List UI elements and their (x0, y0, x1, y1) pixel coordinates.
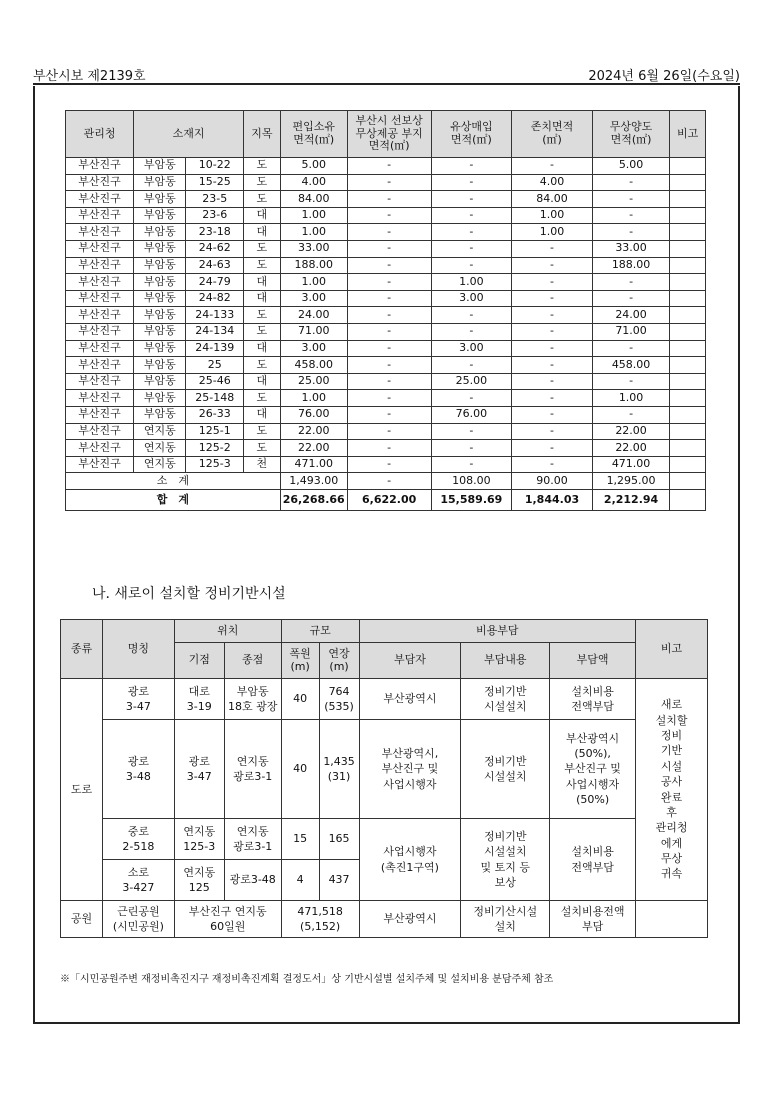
table-cell: 24-133 (186, 307, 244, 324)
table-row (66, 456, 706, 473)
table-cell: - (592, 406, 670, 423)
table-cell: 24-62 (186, 240, 244, 257)
table-cell (670, 240, 706, 257)
table-cell: 1.00 (280, 207, 347, 224)
col-header: 명칭 (102, 620, 174, 679)
col-header: 소재지 (134, 111, 244, 158)
col-header: 유상매입 면적(㎡) (431, 111, 512, 158)
table-cell: 부산진구 (66, 406, 134, 423)
table-cell: 설치비용전액 부담 (550, 901, 636, 938)
table-cell: - (347, 456, 431, 473)
table-cell: - (347, 224, 431, 241)
col-header: 기점 (174, 643, 224, 679)
table-cell: 23-18 (186, 224, 244, 241)
col-header: 부담자 (359, 643, 461, 679)
table-cell: - (347, 257, 431, 274)
col-header: 지목 (244, 111, 281, 158)
table-cell: 3.00 (431, 290, 512, 307)
table-cell: - (431, 174, 512, 191)
table-cell: - (592, 224, 670, 241)
table-cell: 부산진구 (66, 307, 134, 324)
table-cell: 33.00 (280, 240, 347, 257)
table-row (61, 679, 708, 720)
table-row (66, 373, 706, 390)
table-cell: - (592, 274, 670, 291)
table-cell: 광로 3-47 (174, 720, 224, 819)
table-cell: 부암동 (134, 323, 186, 340)
table-cell: - (347, 373, 431, 390)
table-cell: 25-46 (186, 373, 244, 390)
table-cell: 부산진구 (66, 373, 134, 390)
table-cell: 2,212.94 (592, 490, 670, 511)
table-cell: 대로 3-19 (174, 679, 224, 720)
table-cell: - (347, 357, 431, 374)
table-cell: 25-148 (186, 390, 244, 407)
table-cell: 458.00 (280, 357, 347, 374)
col-header: 부산시 선보상 무상제공 부지 면적(㎡) (347, 111, 431, 158)
table-cell: 도 (244, 191, 281, 208)
table-cell: - (512, 373, 593, 390)
table-cell (670, 340, 706, 357)
table-cell: - (347, 340, 431, 357)
table-cell: 24.00 (280, 307, 347, 324)
table-cell: 대 (244, 224, 281, 241)
table-cell: 부산진구 (66, 207, 134, 224)
table-cell: - (347, 423, 431, 440)
table-cell: - (512, 307, 593, 324)
table-row (66, 423, 706, 440)
col-header: 종류 (61, 620, 103, 679)
table-cell: 188.00 (592, 257, 670, 274)
table-cell: 26,268.66 (280, 490, 347, 511)
table-cell: 84.00 (512, 191, 593, 208)
col-header: 연장 (m) (319, 643, 359, 679)
table-cell (670, 158, 706, 175)
table-cell: 24-63 (186, 257, 244, 274)
table-cell: - (512, 357, 593, 374)
table-cell: 15,589.69 (431, 490, 512, 511)
table-cell: 연지동 (134, 423, 186, 440)
table-cell: 부암동 (134, 340, 186, 357)
table-cell: 광로3-48 (224, 860, 281, 901)
table-cell: 부산진구 (66, 340, 134, 357)
table-cell (670, 490, 706, 511)
table-cell: 부산진구 (66, 323, 134, 340)
table-cell: - (347, 207, 431, 224)
table-cell: 471,518 (5,152) (281, 901, 359, 938)
table-cell: 4.00 (512, 174, 593, 191)
col-header: 종점 (224, 643, 281, 679)
table-cell: 부암동 (134, 307, 186, 324)
table-cell: 천 (244, 456, 281, 473)
table-cell: 471.00 (280, 456, 347, 473)
table-cell: 76.00 (431, 406, 512, 423)
table-cell: - (347, 440, 431, 457)
table-cell (670, 274, 706, 291)
table-cell: 부산진구 (66, 440, 134, 457)
table-cell: - (512, 274, 593, 291)
table-cell: 1,435 (31) (319, 720, 359, 819)
footnote: ※「시민공원주변 재정비촉진지구 재정비촉진계획 결정도서」상 기반시설별 설치주체 및 설치비용 분담주체 참조 (60, 974, 554, 985)
table-row (61, 819, 708, 860)
table-row (61, 901, 708, 938)
table-cell: - (512, 257, 593, 274)
table-row (66, 307, 706, 324)
table-cell (670, 224, 706, 241)
col-header: 폭원 (m) (281, 643, 319, 679)
header-rule (33, 83, 740, 85)
table-cell: - (512, 390, 593, 407)
table-cell: 1.00 (592, 390, 670, 407)
col-header: 부담액 (550, 643, 636, 679)
table-cell: 부산진구 (66, 390, 134, 407)
table-cell: 도 (244, 307, 281, 324)
table-cell: 부산광역시, 부산진구 및 사업시행자 (359, 720, 461, 819)
table-cell: 1.00 (280, 390, 347, 407)
table-cell (670, 473, 706, 490)
table-cell: 부암동 (134, 224, 186, 241)
table-cell: 연지동 (134, 440, 186, 457)
kind-cell: 공원 (61, 901, 103, 938)
table-cell: 125-3 (186, 456, 244, 473)
col-header: 비용부담 (359, 620, 636, 643)
table-row (66, 158, 706, 175)
table-cell: 22.00 (592, 440, 670, 457)
table-cell (670, 191, 706, 208)
table-cell: 1.00 (431, 274, 512, 291)
table-cell: 부암동 (134, 373, 186, 390)
table-cell: - (431, 357, 512, 374)
table-cell: - (592, 290, 670, 307)
table-row (61, 720, 708, 819)
table-cell (670, 373, 706, 390)
table-cell (670, 257, 706, 274)
table-cell (670, 423, 706, 440)
table-cell: 22.00 (280, 423, 347, 440)
table-cell: 중로 2-518 (102, 819, 174, 860)
table-cell: 1,493.00 (280, 473, 347, 490)
total-label: 합 계 (66, 490, 281, 511)
table-cell: 대 (244, 290, 281, 307)
table-cell: 부산진구 (66, 290, 134, 307)
table-cell: - (347, 406, 431, 423)
table-cell: - (347, 274, 431, 291)
table-cell: 대 (244, 207, 281, 224)
table-cell: 부산진구 (66, 191, 134, 208)
table-cell: 471.00 (592, 456, 670, 473)
table-row (66, 340, 706, 357)
table-cell: 1.00 (280, 224, 347, 241)
table-cell: - (512, 323, 593, 340)
table-row (66, 174, 706, 191)
table-cell (670, 174, 706, 191)
table-header-row (61, 620, 708, 643)
table-cell: 125-2 (186, 440, 244, 457)
table-cell: 도 (244, 240, 281, 257)
table-cell: - (431, 240, 512, 257)
table-cell: 40 (281, 679, 319, 720)
table-cell: 도 (244, 323, 281, 340)
kind-cell: 도로 (61, 679, 103, 901)
table-cell: 사업시행자 (촉진1구역) (359, 819, 461, 901)
table-cell: - (592, 340, 670, 357)
table-cell: 24-139 (186, 340, 244, 357)
table-cell (670, 357, 706, 374)
table-cell: 22.00 (280, 440, 347, 457)
table-cell: - (431, 456, 512, 473)
table-cell (670, 406, 706, 423)
table-cell: - (347, 174, 431, 191)
table-cell: 25 (186, 357, 244, 374)
table-cell: - (512, 423, 593, 440)
table-cell: 부암동 (134, 406, 186, 423)
table-cell: 설치비용 전액부담 (550, 679, 636, 720)
table-cell: 10-22 (186, 158, 244, 175)
table-cell: 근린공원 (시민공원) (102, 901, 174, 938)
table-cell: 부암동 (134, 240, 186, 257)
table-cell: 도 (244, 174, 281, 191)
note-cell: 새로 설치할 정비 기반 시설 공사 완료 후 관리청 에게 무상 귀속 (636, 679, 708, 901)
table-cell: - (431, 191, 512, 208)
table-cell: 도 (244, 390, 281, 407)
section-title: 나. 새로이 설치할 정비기반시설 (92, 586, 286, 602)
table-cell: - (512, 456, 593, 473)
table-cell: 71.00 (280, 323, 347, 340)
table-cell: 설치비용 전액부담 (550, 819, 636, 901)
table-cell: 76.00 (280, 406, 347, 423)
table-cell: - (347, 323, 431, 340)
table-cell: - (592, 191, 670, 208)
table-cell: 3.00 (280, 290, 347, 307)
table-cell: 부산광역시 (359, 679, 461, 720)
table-cell: 5.00 (280, 158, 347, 175)
table-cell: - (347, 390, 431, 407)
table-cell: 정비기반 시설설치 (461, 679, 550, 720)
table-row (66, 406, 706, 423)
table-cell: - (431, 224, 512, 241)
table-row (66, 224, 706, 241)
table-cell: 부암동 (134, 174, 186, 191)
table-cell: 24.00 (592, 307, 670, 324)
table-cell: 1.00 (280, 274, 347, 291)
col-header: 위치 (174, 620, 281, 643)
table-cell: - (512, 240, 593, 257)
table-cell: 24-134 (186, 323, 244, 340)
table-cell: - (347, 158, 431, 175)
infrastructure-table (60, 619, 708, 938)
table-cell: 458.00 (592, 357, 670, 374)
table-cell: 부산진구 (66, 224, 134, 241)
table-cell: - (512, 440, 593, 457)
table-cell: 도 (244, 257, 281, 274)
table-cell: 연지동 (134, 456, 186, 473)
table-cell: 23-6 (186, 207, 244, 224)
table-cell: - (592, 207, 670, 224)
table-cell: 3.00 (431, 340, 512, 357)
table-cell: 4 (281, 860, 319, 901)
table-row (66, 323, 706, 340)
table-cell: 도 (244, 158, 281, 175)
table-cell: 15-25 (186, 174, 244, 191)
table-cell: - (431, 158, 512, 175)
table-cell: 부산광역시 (359, 901, 461, 938)
table-row (66, 240, 706, 257)
table-row (66, 257, 706, 274)
table-cell: 부산광역시 (50%), 부산진구 및 사업시행자 (50%) (550, 720, 636, 819)
table-cell: 연지동 125-3 (174, 819, 224, 860)
table-cell: 부산진구 (66, 158, 134, 175)
table-cell: - (347, 290, 431, 307)
table-cell: 15 (281, 819, 319, 860)
table-cell: 40 (281, 720, 319, 819)
table-cell: 188.00 (280, 257, 347, 274)
table-header-row (66, 111, 706, 158)
total-row (66, 490, 706, 511)
col-header: 편입소유 면적(㎡) (280, 111, 347, 158)
table-cell: 부산진구 (66, 174, 134, 191)
table-cell: - (347, 191, 431, 208)
table-cell: 부산진구 (66, 257, 134, 274)
table-cell: - (512, 158, 593, 175)
table-cell: 부암동 (134, 274, 186, 291)
table-cell (670, 207, 706, 224)
table-cell: 부암동 (134, 257, 186, 274)
table-cell: 정비기산시설 설치 (461, 901, 550, 938)
table-cell: - (431, 307, 512, 324)
table-cell: - (431, 257, 512, 274)
table-cell: 도 (244, 357, 281, 374)
table-cell: 1.00 (512, 207, 593, 224)
table-cell: 부암동 (134, 158, 186, 175)
table-cell (670, 307, 706, 324)
col-header: 비고 (636, 620, 708, 679)
table-cell: - (512, 406, 593, 423)
table-cell: 광로 3-48 (102, 720, 174, 819)
table-cell: 대 (244, 340, 281, 357)
table-row (66, 274, 706, 291)
table-cell: 25.00 (431, 373, 512, 390)
col-header: 존치면적 (㎡) (512, 111, 593, 158)
table-cell: 부산진구 (66, 274, 134, 291)
table-cell: - (431, 423, 512, 440)
table-cell: 부암동 (134, 207, 186, 224)
table-cell (636, 901, 708, 938)
col-header: 비고 (670, 111, 706, 158)
table-cell: 연지동 125 (174, 860, 224, 901)
table-cell: 1,844.03 (512, 490, 593, 511)
table-cell: 도 (244, 423, 281, 440)
table-cell: 125-1 (186, 423, 244, 440)
table-row (66, 357, 706, 374)
table-cell: 연지동 광로3-1 (224, 819, 281, 860)
table-cell: 25.00 (280, 373, 347, 390)
table-row (66, 207, 706, 224)
table-row (66, 390, 706, 407)
table-cell: 24-82 (186, 290, 244, 307)
table-cell: 부암동 (134, 290, 186, 307)
table-cell: 소로 3-427 (102, 860, 174, 901)
table-cell: 부산진구 (66, 456, 134, 473)
table-cell: 정비기반 시설설치 (461, 720, 550, 819)
table-cell: 22.00 (592, 423, 670, 440)
table-cell: 부암동 18호 광장 (224, 679, 281, 720)
table-row (66, 191, 706, 208)
table-row (66, 290, 706, 307)
table-cell: 1,295.00 (592, 473, 670, 490)
table-cell: 4.00 (280, 174, 347, 191)
table-cell: 5.00 (592, 158, 670, 175)
table-cell: - (512, 340, 593, 357)
table-cell: 108.00 (431, 473, 512, 490)
table-cell: 대 (244, 406, 281, 423)
table-cell: 대 (244, 274, 281, 291)
table-cell: - (347, 240, 431, 257)
table-cell: - (512, 290, 593, 307)
table-cell: 3.00 (280, 340, 347, 357)
table-cell: 정비기반 시설설치 및 토지 등 보상 (461, 819, 550, 901)
subtotal-label: 소 계 (66, 473, 281, 490)
table-cell: - (431, 207, 512, 224)
publication-title: 부산시보 제2139호 (33, 69, 146, 84)
table-cell: - (431, 323, 512, 340)
table-cell: - (347, 473, 431, 490)
table-cell (670, 390, 706, 407)
table-cell: 24-79 (186, 274, 244, 291)
table-cell: 6,622.00 (347, 490, 431, 511)
table-cell: 부암동 (134, 357, 186, 374)
table-cell (670, 456, 706, 473)
land-area-table (65, 110, 706, 511)
col-header: 관리청 (66, 111, 134, 158)
table-cell: 90.00 (512, 473, 593, 490)
table-cell: 부산진구 (66, 423, 134, 440)
table-cell: 부암동 (134, 191, 186, 208)
table-cell: 165 (319, 819, 359, 860)
table-cell: 1.00 (512, 224, 593, 241)
table-cell: 437 (319, 860, 359, 901)
table-cell: 23-5 (186, 191, 244, 208)
table-cell: 도 (244, 440, 281, 457)
table-cell: 71.00 (592, 323, 670, 340)
table-cell: 광로 3-47 (102, 679, 174, 720)
col-header: 무상양도 면적(㎡) (592, 111, 670, 158)
table-cell: - (431, 440, 512, 457)
table-cell: 764 (535) (319, 679, 359, 720)
table-cell (670, 290, 706, 307)
table-cell (670, 323, 706, 340)
table-cell: 부암동 (134, 390, 186, 407)
table-cell: 연지동 광로3-1 (224, 720, 281, 819)
col-header: 규모 (281, 620, 359, 643)
table-cell: 부산진구 (66, 357, 134, 374)
table-cell: 대 (244, 373, 281, 390)
table-cell: - (592, 174, 670, 191)
table-cell: 84.00 (280, 191, 347, 208)
table-cell: 부산진구 연지동 60일원 (174, 901, 281, 938)
table-cell: 33.00 (592, 240, 670, 257)
col-header: 부담내용 (461, 643, 550, 679)
table-row (66, 440, 706, 457)
table-cell: - (347, 307, 431, 324)
table-cell: 26-33 (186, 406, 244, 423)
table-cell: - (431, 390, 512, 407)
publication-date: 2024년 6월 26일(수요일) (588, 69, 740, 84)
subtotal-row (66, 473, 706, 490)
table-cell: - (592, 373, 670, 390)
table-cell: 부산진구 (66, 240, 134, 257)
table-cell (670, 440, 706, 457)
